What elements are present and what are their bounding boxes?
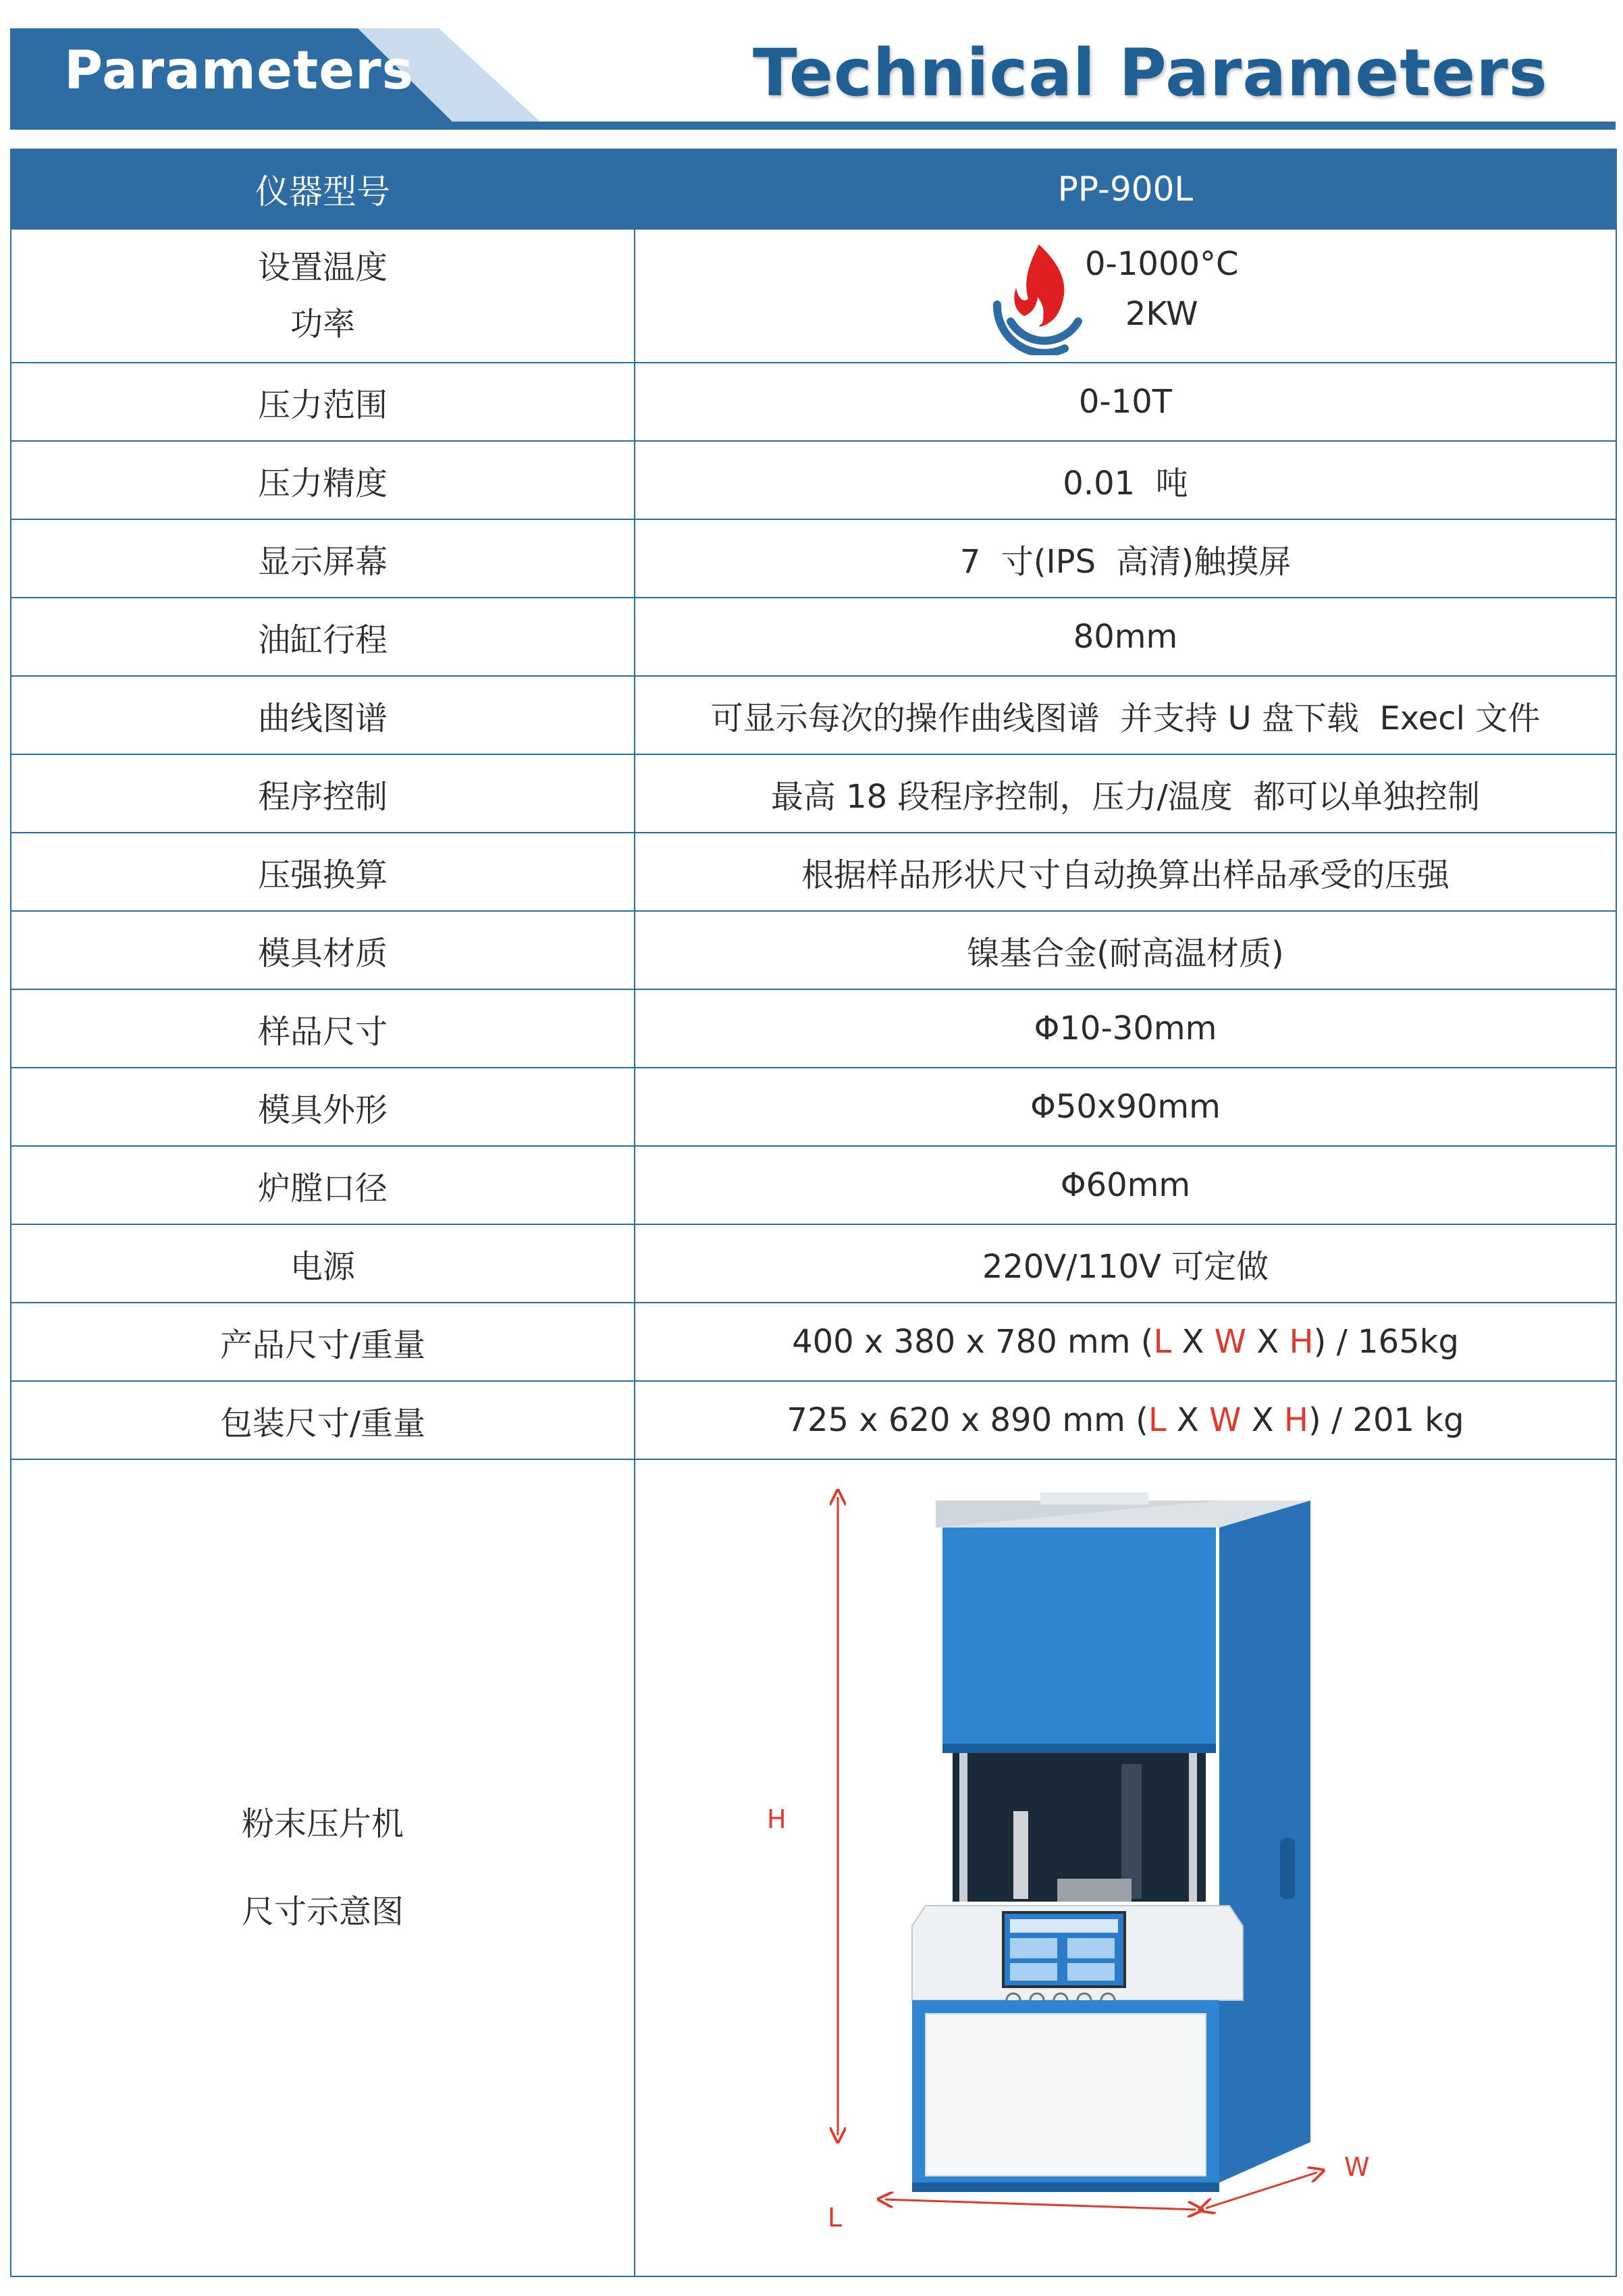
row-value: 7 寸(IPS 高清)触摸屏: [635, 519, 1616, 598]
temperature-value: 0-1000°C: [1085, 245, 1239, 283]
product-size-l: L: [1153, 1323, 1172, 1361]
powder-press-illustration: [635, 1460, 1617, 2276]
table-row-temperature: [11, 229, 1616, 363]
table-row-product-size: [11, 1303, 1616, 1381]
table-header-row: [11, 149, 1616, 229]
temperature-value-cell: [635, 229, 1616, 363]
package-size-x2: X: [1241, 1401, 1284, 1439]
diagram-cell: [635, 1459, 1616, 2276]
page-title: Technical Parameters: [753, 35, 1548, 111]
package-size-x1: X: [1166, 1401, 1210, 1439]
table-row-package-size: [11, 1381, 1616, 1459]
table-row: [11, 363, 1616, 441]
model-value: PP-900L: [635, 149, 1616, 229]
row-label: 油缸行程: [11, 598, 635, 676]
table-row-diagram: [11, 1459, 1616, 2276]
product-size-h: H: [1289, 1323, 1314, 1361]
package-size-w: W: [1209, 1401, 1242, 1439]
row-value: Φ10-30mm: [635, 989, 1616, 1068]
table-row: [11, 1146, 1616, 1224]
row-value: 根据样品形状尺寸自动换算出样品承受的压强: [635, 833, 1616, 911]
row-value: 最高 18 段程序控制，压力/温度 都可以单独控制: [635, 754, 1616, 833]
package-size-label: 包装尺寸/重量: [11, 1381, 635, 1459]
row-label: 曲线图谱: [11, 676, 635, 754]
row-value: 镍基合金(耐高温材质): [635, 911, 1616, 989]
row-value: 0-10T: [635, 363, 1616, 441]
row-value: Φ60mm: [635, 1146, 1616, 1224]
table-row: [11, 676, 1616, 754]
table-row: [11, 441, 1616, 519]
row-label: 压强换算: [11, 833, 635, 911]
product-size-dims: 400 x 380 x 780 mm (: [792, 1323, 1154, 1361]
temperature-value-text: [1085, 239, 1239, 339]
product-size-x2: X: [1246, 1323, 1289, 1361]
table-row: [11, 754, 1616, 833]
table-row: [11, 1068, 1616, 1146]
temperature-label: 设置温度: [257, 249, 388, 286]
package-size-weight: ) / 201 kg: [1308, 1401, 1464, 1439]
row-label: 模具材质: [11, 911, 635, 989]
flame-icon: [984, 240, 1085, 355]
row-value: 80mm: [635, 598, 1616, 676]
dimension-label-w: W: [1344, 2152, 1370, 2182]
parameters-table: [10, 149, 1617, 2277]
product-size-weight: ) / 165kg: [1313, 1323, 1459, 1361]
product-size-w: W: [1214, 1323, 1247, 1361]
table-row: [11, 911, 1616, 989]
product-size-value: [635, 1303, 1616, 1381]
package-size-h: H: [1283, 1401, 1308, 1439]
package-size-dims: 725 x 620 x 890 mm (: [787, 1401, 1148, 1439]
row-label: 模具外形: [11, 1068, 635, 1146]
power-label: 功率: [290, 305, 355, 343]
temperature-label-cell: [11, 229, 635, 363]
row-value: Φ50x90mm: [635, 1068, 1616, 1146]
diagram-label-line2: 尺寸示意图: [241, 1893, 404, 1931]
row-label: 样品尺寸: [11, 989, 635, 1068]
table-row: [11, 989, 1616, 1068]
temperature-value-group: [984, 231, 1267, 353]
table-row: [11, 598, 1616, 676]
row-value: 0.01 吨: [635, 441, 1616, 519]
row-label: 压力范围: [11, 363, 635, 441]
diagram-label-line1: 粉末压片机: [241, 1805, 404, 1843]
header-tab-label: Parameters: [64, 41, 415, 101]
package-size-l: L: [1148, 1401, 1167, 1439]
row-label: 炉膛口径: [11, 1146, 635, 1224]
row-label: 显示屏幕: [11, 519, 635, 598]
package-size-value: [635, 1381, 1616, 1459]
dimension-label-h: H: [767, 1804, 787, 1834]
length-dimension-line: [885, 2199, 1196, 2210]
row-value: 220V/110V 可定做: [635, 1224, 1616, 1303]
row-label: 程序控制: [11, 754, 635, 833]
diagram-label-cell: [11, 1459, 635, 2276]
table-row: [11, 519, 1616, 598]
machine-diagram: [635, 1460, 1617, 2276]
product-size-label: 产品尺寸/重量: [11, 1303, 635, 1381]
table-row: [11, 833, 1616, 911]
model-label: 仪器型号: [11, 149, 635, 229]
page-header: [0, 0, 1623, 135]
table-row: [11, 1224, 1616, 1303]
product-size-x1: X: [1171, 1323, 1215, 1361]
row-label: 压力精度: [11, 441, 635, 519]
row-label: 电源: [11, 1224, 635, 1303]
power-value: 2KW: [1125, 295, 1198, 333]
dimension-label-l: L: [828, 2203, 843, 2233]
row-value: 可显示每次的操作曲线图谱 并支持 U 盘下载 Execl 文件: [635, 676, 1616, 754]
